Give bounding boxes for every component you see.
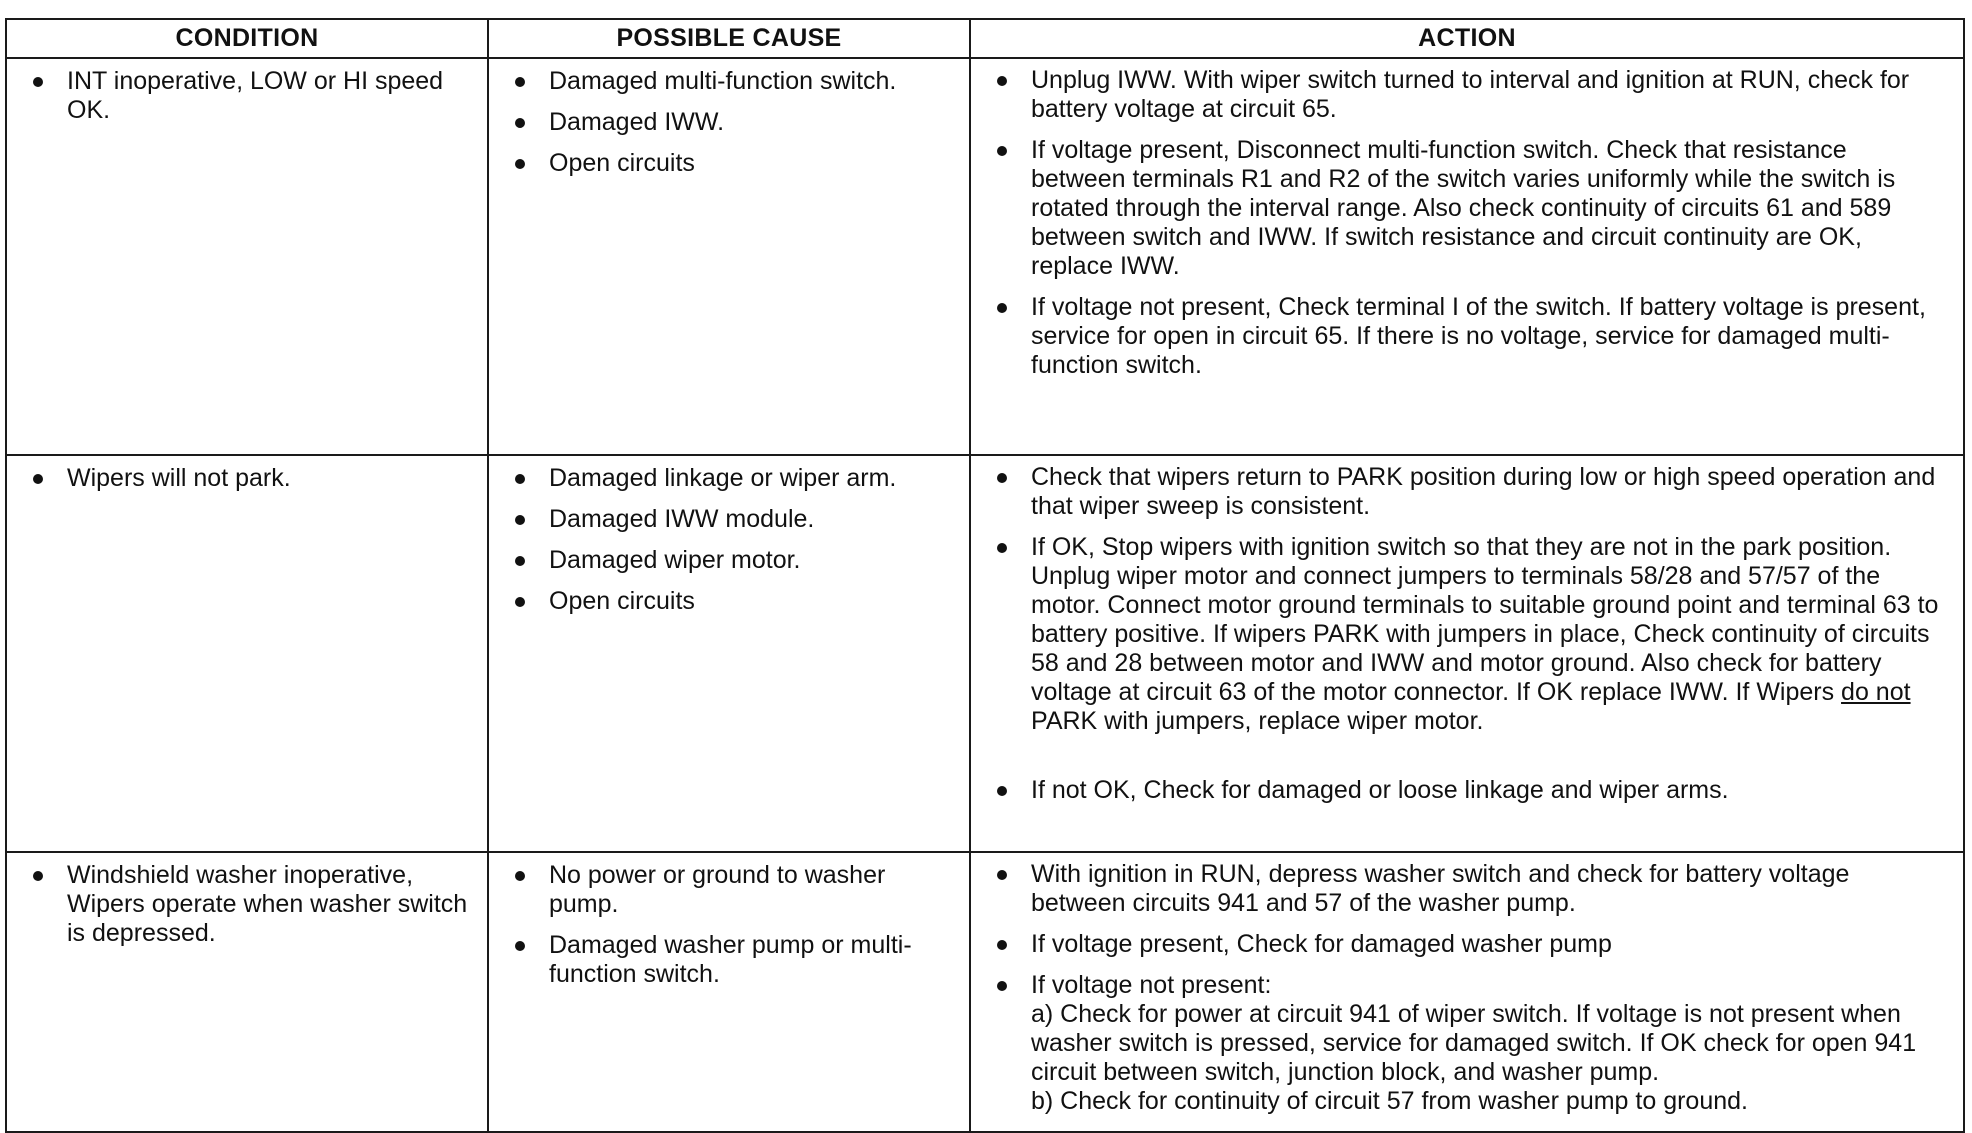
action-item (971, 533, 1963, 736)
action-item: Unplug IWW. With wiper switch turned to interval and ignition at RUN, check for battery voltage at circuit 65. (971, 66, 1963, 124)
cause-item: Open circuits (489, 587, 969, 616)
cause-item: Open circuits (489, 149, 969, 178)
action-item: With ignition in RUN, depress washer switch and check for battery voltage between circuits 941 and 57 of the washer pump. (971, 860, 1963, 918)
cause-item: Damaged multi-function switch. (489, 67, 969, 96)
action-item: Check that wipers return to PARK position during low or high speed operation and that wiper sweep is consistent. (971, 463, 1963, 521)
action-step-a: a) Check for power at circuit 941 of wiper switch. If voltage is not present when washer switch is pressed, service for damaged switch. If OK check for open 941 circuit between switch, junction block, and washer pump. (1031, 1000, 1917, 1086)
table-row (6, 852, 1964, 1132)
condition-cell (6, 58, 488, 455)
cause-item: Damaged IWW module. (489, 505, 969, 534)
cause-cell (488, 455, 970, 852)
header-row (6, 19, 1964, 58)
action-text: If voltage not present: (1031, 971, 1272, 999)
troubleshooting-table (5, 18, 1965, 1133)
action-cell (970, 58, 1964, 455)
table-row (6, 455, 1964, 852)
condition-text: INT inoperative, LOW or HI speed OK. (7, 67, 487, 125)
cause-item: Damaged linkage or wiper arm. (489, 464, 969, 493)
action-text: PARK with jumpers, replace wiper motor. (1031, 707, 1484, 735)
action-item: If voltage present, Check for damaged washer pump (971, 930, 1963, 959)
cause-item: No power or ground to washer pump. (489, 861, 969, 919)
cause-item: Damaged washer pump or multi-function switch. (489, 931, 969, 989)
header-action: ACTION (970, 19, 1964, 58)
header-condition: CONDITION (6, 19, 488, 58)
action-item: If voltage present, Disconnect multi-function switch. Check that resistance between terminals R1 and R2 of the switch varies uniformly while the switch is rotated through the interval range. Also check continuity of circuits 61 and 589 between switch and IWW. If switch resistance and circuit continuity are OK, replace IWW. (971, 136, 1963, 281)
cause-item: Damaged IWW. (489, 108, 969, 137)
action-item: If not OK, Check for damaged or loose linkage and wiper arms. (971, 776, 1963, 805)
action-item (971, 971, 1963, 1116)
action-cell (970, 852, 1964, 1132)
condition-cell (6, 852, 488, 1132)
cause-cell (488, 58, 970, 455)
action-emphasis: do not (1841, 678, 1911, 706)
cause-cell (488, 852, 970, 1132)
header-possible-cause: POSSIBLE CAUSE (488, 19, 970, 58)
condition-text: Wipers will not park. (7, 464, 487, 493)
action-step-b: b) Check for continuity of circuit 57 from washer pump to ground. (1031, 1087, 1748, 1115)
condition-text: Windshield washer inoperative, Wipers operate when washer switch is depressed. (7, 861, 487, 948)
action-text: If OK, Stop wipers with ignition switch so that they are not in the park position. Unplug wiper motor and connect jumpers to terminals 58/28 and 57/57 of the motor. Connect motor ground terminals to suitable ground point and terminal 63 to battery positive. If wipers PARK with jumpers in place, Check continuity of circuits 58 and 28 between motor and IWW and motor ground. Also check for battery voltage at circuit 63 of the motor connector. If OK replace IWW. If Wipers (1031, 533, 1939, 706)
condition-cell (6, 455, 488, 852)
cause-item: Damaged wiper motor. (489, 546, 969, 575)
action-cell (970, 455, 1964, 852)
action-item: If voltage not present, Check terminal I of the switch. If battery voltage is present, service for open in circuit 65. If there is no voltage, service for damaged multi-function switch. (971, 293, 1963, 380)
table-row (6, 58, 1964, 455)
